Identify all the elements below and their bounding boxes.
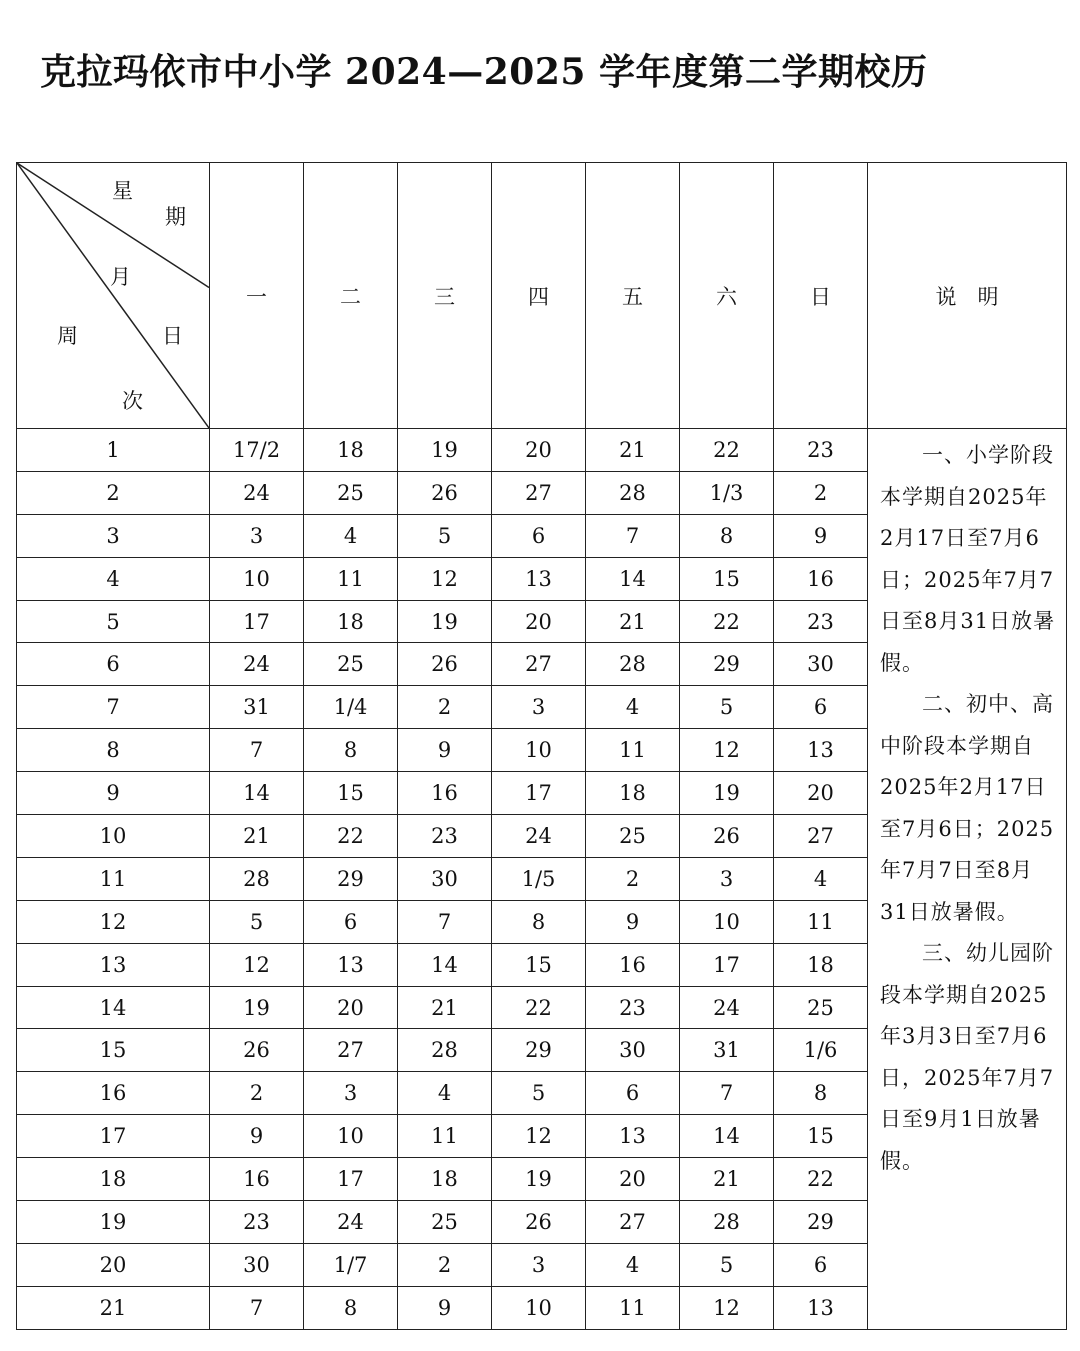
note-paragraph: 三、幼儿园阶段本学期自2025年3月3日至7月6日，2025年7月7日至9月1日放暑假。 <box>880 941 1055 1173</box>
date-cell: 19 <box>398 600 492 643</box>
date-cell: 31 <box>680 1029 774 1072</box>
week-number-cell: 9 <box>17 772 210 815</box>
week-number-cell: 4 <box>17 557 210 600</box>
date-cell: 17 <box>680 943 774 986</box>
date-cell: 5 <box>680 1243 774 1286</box>
date-cell: 8 <box>492 900 586 943</box>
date-cell: 1/3 <box>680 471 774 514</box>
date-cell: 10 <box>304 1115 398 1158</box>
date-cell: 27 <box>492 643 586 686</box>
date-cell: 10 <box>492 1286 586 1329</box>
date-cell: 30 <box>774 643 868 686</box>
date-cell: 11 <box>398 1115 492 1158</box>
week-number-cell: 3 <box>17 514 210 557</box>
note-paragraph: 二、初中、高中阶段本学期自2025年2月17日至7月6日；2025年7月7日至8月31日放暑假。 <box>880 692 1055 924</box>
date-cell: 26 <box>680 815 774 858</box>
week-number-cell: 1 <box>17 429 210 472</box>
week-number-cell: 16 <box>17 1072 210 1115</box>
date-cell: 20 <box>304 986 398 1029</box>
date-cell: 5 <box>492 1072 586 1115</box>
week-number-cell: 14 <box>17 986 210 1029</box>
date-cell: 6 <box>774 1243 868 1286</box>
date-cell: 7 <box>210 1286 304 1329</box>
date-cell: 5 <box>210 900 304 943</box>
date-cell: 21 <box>586 600 680 643</box>
date-cell: 24 <box>210 643 304 686</box>
date-cell: 14 <box>398 943 492 986</box>
date-cell: 19 <box>210 986 304 1029</box>
date-cell: 21 <box>398 986 492 1029</box>
day-header-thu: 四 <box>492 163 586 429</box>
date-cell: 8 <box>774 1072 868 1115</box>
date-cell: 9 <box>398 729 492 772</box>
date-cell: 13 <box>774 1286 868 1329</box>
date-cell: 29 <box>492 1029 586 1072</box>
date-cell: 9 <box>210 1115 304 1158</box>
date-cell: 27 <box>586 1201 680 1244</box>
week-number-cell: 5 <box>17 600 210 643</box>
date-cell: 22 <box>492 986 586 1029</box>
date-cell: 22 <box>304 815 398 858</box>
week-number-cell: 8 <box>17 729 210 772</box>
header-row <box>17 163 1067 429</box>
date-cell: 25 <box>586 815 680 858</box>
day-header-sat: 六 <box>680 163 774 429</box>
corner-label-xing: 星 <box>112 179 133 203</box>
week-number-cell: 11 <box>17 857 210 900</box>
date-cell: 7 <box>398 900 492 943</box>
date-cell: 2 <box>774 471 868 514</box>
date-cell: 15 <box>680 557 774 600</box>
date-cell: 27 <box>774 815 868 858</box>
date-cell: 16 <box>586 943 680 986</box>
date-cell: 11 <box>586 1286 680 1329</box>
date-cell: 17 <box>304 1158 398 1201</box>
week-number-cell: 6 <box>17 643 210 686</box>
week-number-cell: 2 <box>17 471 210 514</box>
date-cell: 22 <box>680 429 774 472</box>
date-cell: 13 <box>586 1115 680 1158</box>
date-cell: 15 <box>304 772 398 815</box>
date-cell: 27 <box>304 1029 398 1072</box>
date-cell: 12 <box>492 1115 586 1158</box>
date-cell: 14 <box>210 772 304 815</box>
date-cell: 20 <box>492 429 586 472</box>
date-cell: 18 <box>304 600 398 643</box>
date-cell: 1/4 <box>304 686 398 729</box>
date-cell: 30 <box>210 1243 304 1286</box>
day-header-tue: 二 <box>304 163 398 429</box>
date-cell: 2 <box>586 857 680 900</box>
date-cell: 4 <box>586 686 680 729</box>
date-cell: 17/2 <box>210 429 304 472</box>
date-cell: 23 <box>586 986 680 1029</box>
day-header-wed: 三 <box>398 163 492 429</box>
date-cell: 1/7 <box>304 1243 398 1286</box>
date-cell: 4 <box>586 1243 680 1286</box>
date-cell: 24 <box>492 815 586 858</box>
date-cell: 15 <box>492 943 586 986</box>
date-cell: 9 <box>774 514 868 557</box>
corner-label-qi: 期 <box>165 205 186 229</box>
date-cell: 13 <box>492 557 586 600</box>
week-number-cell: 18 <box>17 1158 210 1201</box>
date-cell: 21 <box>210 815 304 858</box>
date-cell: 12 <box>680 729 774 772</box>
week-number-cell: 10 <box>17 815 210 858</box>
date-cell: 7 <box>680 1072 774 1115</box>
date-cell: 20 <box>492 600 586 643</box>
date-cell: 18 <box>304 429 398 472</box>
date-cell: 26 <box>210 1029 304 1072</box>
date-cell: 25 <box>304 643 398 686</box>
date-cell: 5 <box>398 514 492 557</box>
date-cell: 5 <box>680 686 774 729</box>
date-cell: 7 <box>586 514 680 557</box>
date-cell: 13 <box>304 943 398 986</box>
date-cell: 30 <box>586 1029 680 1072</box>
date-cell: 4 <box>774 857 868 900</box>
date-cell: 16 <box>210 1158 304 1201</box>
week-row <box>17 429 1067 472</box>
date-cell: 23 <box>774 429 868 472</box>
week-number-cell: 13 <box>17 943 210 986</box>
date-cell: 10 <box>210 557 304 600</box>
date-cell: 23 <box>398 815 492 858</box>
date-cell: 6 <box>492 514 586 557</box>
date-cell: 10 <box>492 729 586 772</box>
week-number-cell: 15 <box>17 1029 210 1072</box>
date-cell: 6 <box>304 900 398 943</box>
date-cell: 28 <box>398 1029 492 1072</box>
date-cell: 2 <box>210 1072 304 1115</box>
date-cell: 20 <box>774 772 868 815</box>
date-cell: 26 <box>492 1201 586 1244</box>
corner-label-yue: 月 <box>110 265 131 289</box>
date-cell: 14 <box>680 1115 774 1158</box>
date-cell: 29 <box>304 857 398 900</box>
date-cell: 6 <box>586 1072 680 1115</box>
date-cell: 17 <box>492 772 586 815</box>
date-cell: 11 <box>586 729 680 772</box>
corner-header-cell <box>17 163 210 429</box>
date-cell: 9 <box>398 1286 492 1329</box>
date-cell: 18 <box>586 772 680 815</box>
date-cell: 28 <box>210 857 304 900</box>
date-cell: 25 <box>304 471 398 514</box>
note-paragraph: 一、小学阶段本学期自2025年2月17日至7月6日；2025年7月7日至8月31日放暑假。 <box>880 443 1056 675</box>
date-cell: 23 <box>774 600 868 643</box>
date-cell: 21 <box>680 1158 774 1201</box>
date-cell: 4 <box>398 1072 492 1115</box>
date-cell: 3 <box>492 1243 586 1286</box>
date-cell: 9 <box>586 900 680 943</box>
date-cell: 12 <box>680 1286 774 1329</box>
date-cell: 16 <box>398 772 492 815</box>
date-cell: 8 <box>680 514 774 557</box>
date-cell: 3 <box>304 1072 398 1115</box>
date-cell: 16 <box>774 557 868 600</box>
date-cell: 19 <box>492 1158 586 1201</box>
date-cell: 28 <box>680 1201 774 1244</box>
date-cell: 18 <box>774 943 868 986</box>
date-cell: 22 <box>774 1158 868 1201</box>
corner-label-zhou: 周 <box>57 324 78 348</box>
date-cell: 21 <box>586 429 680 472</box>
week-number-cell: 19 <box>17 1201 210 1244</box>
date-cell: 2 <box>398 686 492 729</box>
date-cell: 11 <box>774 900 868 943</box>
date-cell: 7 <box>210 729 304 772</box>
date-cell: 20 <box>586 1158 680 1201</box>
week-number-cell: 20 <box>17 1243 210 1286</box>
date-cell: 27 <box>492 471 586 514</box>
date-cell: 12 <box>398 557 492 600</box>
date-cell: 14 <box>586 557 680 600</box>
date-cell: 3 <box>210 514 304 557</box>
page-title: 克拉玛依市中小学 2024—2025 学年度第二学期校历 <box>40 51 928 93</box>
week-number-cell: 21 <box>17 1286 210 1329</box>
date-cell: 24 <box>210 471 304 514</box>
date-cell: 4 <box>304 514 398 557</box>
date-cell: 29 <box>774 1201 868 1244</box>
date-cell: 11 <box>304 557 398 600</box>
day-header-mon: 一 <box>210 163 304 429</box>
date-cell: 2 <box>398 1243 492 1286</box>
date-cell: 22 <box>680 600 774 643</box>
day-header-fri: 五 <box>586 163 680 429</box>
date-cell: 24 <box>304 1201 398 1244</box>
date-cell: 17 <box>210 600 304 643</box>
date-cell: 8 <box>304 729 398 772</box>
date-cell: 1/6 <box>774 1029 868 1072</box>
date-cell: 3 <box>492 686 586 729</box>
date-cell: 25 <box>774 986 868 1029</box>
date-cell: 29 <box>680 643 774 686</box>
date-cell: 12 <box>210 943 304 986</box>
date-cell: 18 <box>398 1158 492 1201</box>
date-cell: 19 <box>680 772 774 815</box>
corner-label-ci: 次 <box>122 389 143 413</box>
day-header-sun: 日 <box>774 163 868 429</box>
notes-header: 说 明 <box>868 163 1067 429</box>
week-number-cell: 7 <box>17 686 210 729</box>
school-calendar-table <box>16 162 1067 1330</box>
date-cell: 3 <box>680 857 774 900</box>
date-cell: 13 <box>774 729 868 772</box>
date-cell: 30 <box>398 857 492 900</box>
date-cell: 8 <box>304 1286 398 1329</box>
date-cell: 26 <box>398 643 492 686</box>
notes-cell <box>868 429 1067 1330</box>
date-cell: 19 <box>398 429 492 472</box>
date-cell: 24 <box>680 986 774 1029</box>
date-cell: 28 <box>586 643 680 686</box>
date-cell: 25 <box>398 1201 492 1244</box>
week-number-cell: 17 <box>17 1115 210 1158</box>
date-cell: 10 <box>680 900 774 943</box>
date-cell: 15 <box>774 1115 868 1158</box>
date-cell: 31 <box>210 686 304 729</box>
date-cell: 28 <box>586 471 680 514</box>
date-cell: 26 <box>398 471 492 514</box>
week-number-cell: 12 <box>17 900 210 943</box>
corner-label-ri: 日 <box>162 324 183 348</box>
date-cell: 23 <box>210 1201 304 1244</box>
date-cell: 1/5 <box>492 857 586 900</box>
date-cell: 6 <box>774 686 868 729</box>
